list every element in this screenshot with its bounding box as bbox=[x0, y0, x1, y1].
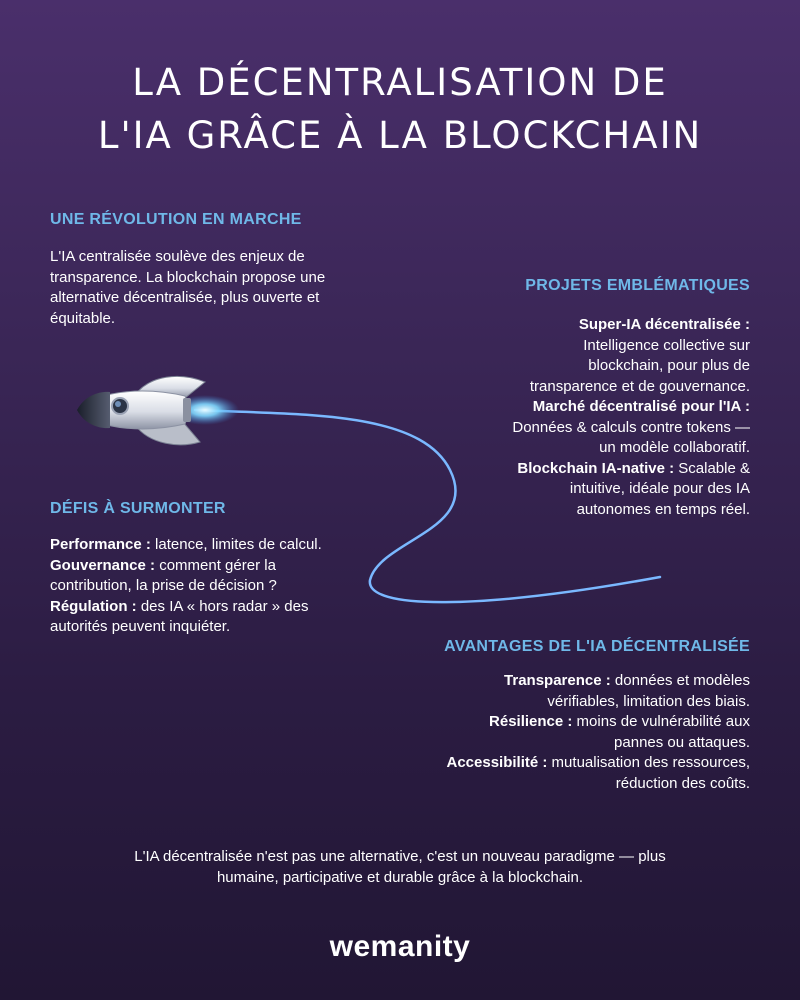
advantages-heading: AVANTAGES DE L'IA DÉCENTRALISÉE bbox=[444, 638, 750, 655]
revolution-line: alternative décentralisée, plus ouverte et bbox=[50, 289, 320, 306]
challenge-item: Gouvernance : comment gérer la bbox=[50, 556, 276, 574]
advantage-item-cont: vérifiables, limitation des biais. bbox=[547, 692, 750, 710]
project-item-label: Super-IA décentralisée : bbox=[578, 316, 750, 333]
challenge-item: Performance : latence, limites de calcul. bbox=[50, 536, 322, 553]
challenge-item: Régulation : des IA « hors radar » des bbox=[50, 597, 309, 615]
closing-line-2: humaine, participative et durable grâce à la blockchain. bbox=[216, 869, 584, 886]
project-item-line: Intelligence collective sur bbox=[583, 336, 750, 354]
project-item-line: transparence et de gouvernance. bbox=[529, 377, 750, 395]
revolution-text bbox=[50, 247, 430, 329]
projects-text bbox=[390, 315, 750, 520]
revolution-line: transparence. La blockchain propose une bbox=[50, 268, 326, 286]
rocket-icon bbox=[77, 376, 205, 444]
challenge-item-cont: contribution, la prise de décision ? bbox=[50, 577, 277, 594]
advantage-item-cont: réduction des coûts. bbox=[615, 774, 750, 792]
project-item-line: un modèle collaboratif. bbox=[599, 439, 750, 456]
title-line-2: L'IA GRÂCE À LA BLOCKCHAIN bbox=[97, 114, 703, 157]
project-item-line: Données & calculs contre tokens — bbox=[512, 418, 750, 436]
project-item-line: blockchain, pour plus de bbox=[588, 357, 750, 374]
challenge-item-cont: autorités peuvent inquiéter. bbox=[50, 618, 231, 635]
project-item-line: intuitive, idéale pour des IA bbox=[569, 480, 750, 497]
revolution-heading: UNE RÉVOLUTION EN MARCHE bbox=[50, 211, 302, 228]
revolution-line: L'IA centralisée soulève des enjeux de bbox=[50, 248, 305, 265]
advantage-item: Résilience : moins de vulnérabilité aux bbox=[489, 713, 750, 730]
challenges-text bbox=[50, 535, 410, 638]
advantages-text bbox=[370, 671, 750, 794]
project-item-label: Blockchain IA-native : Scalable & bbox=[517, 459, 750, 477]
project-item-label: Marché décentralisé pour l'IA : bbox=[532, 398, 750, 415]
advantage-item: Accessibilité : mutualisation des ressources, bbox=[446, 754, 750, 771]
revolution-line: équitable. bbox=[50, 309, 116, 327]
closing-statement bbox=[60, 846, 740, 888]
project-item-line: autonomes en temps réel. bbox=[576, 500, 750, 518]
challenges-heading: DÉFIS À SURMONTER bbox=[50, 500, 226, 517]
closing-line-1: L'IA décentralisée n'est pas une alternative, c'est un nouveau paradigme — plus bbox=[134, 848, 666, 865]
brand-logo: wemanity bbox=[329, 930, 471, 963]
advantage-item-cont: pannes ou attaques. bbox=[614, 733, 750, 751]
advantage-item: Transparence : données et modèles bbox=[504, 672, 750, 689]
projects-heading: PROJETS EMBLÉMATIQUES bbox=[525, 277, 750, 294]
title-line-1: LA DÉCENTRALISATION DE bbox=[132, 61, 668, 104]
